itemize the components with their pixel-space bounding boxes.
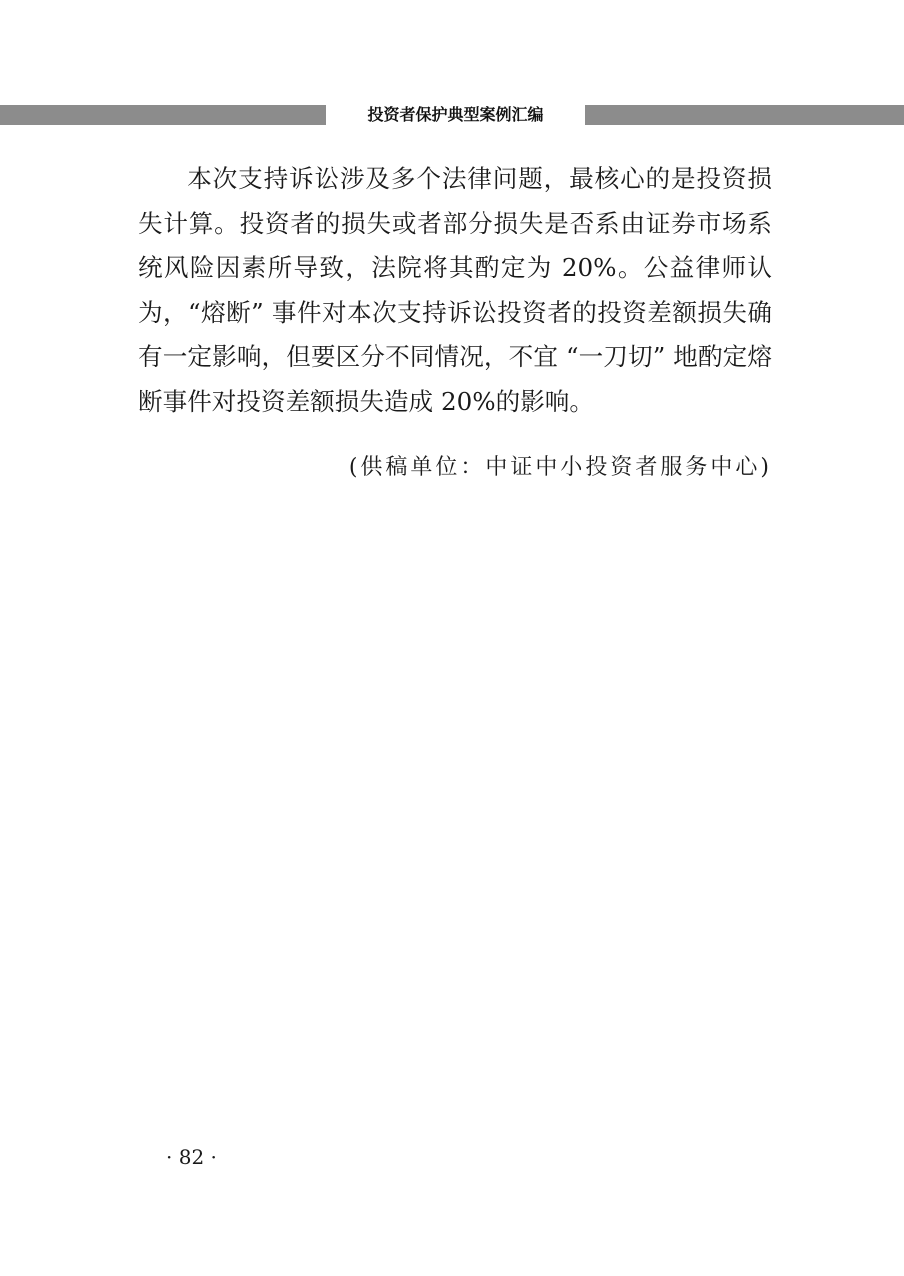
source-attribution: (供稿单位：中证中小投资者服务中心) [348, 455, 772, 480]
body-paragraph: 本次支持诉讼涉及多个法律问题，最核心的是投资损失计算。投资者的损失或者部分损失是否系由证券市场系统风险因素所导致，法院将其酌定为 20%。公益律师认为，“熔断” 事件对本次支持诉讼投资者的投资差额损失确有一定影响，但要区分不同情况，不宜 “一刀切” 地酌定熔断事件对投资差额损失造成 20%的影响。 [138, 164, 772, 416]
header-bar-left [0, 105, 326, 125]
running-header [0, 105, 904, 125]
header-bar-right [585, 105, 904, 125]
running-header-title: 投资者保护典型案例汇编 [367, 105, 544, 124]
page-number: · 82 · [166, 1145, 217, 1169]
